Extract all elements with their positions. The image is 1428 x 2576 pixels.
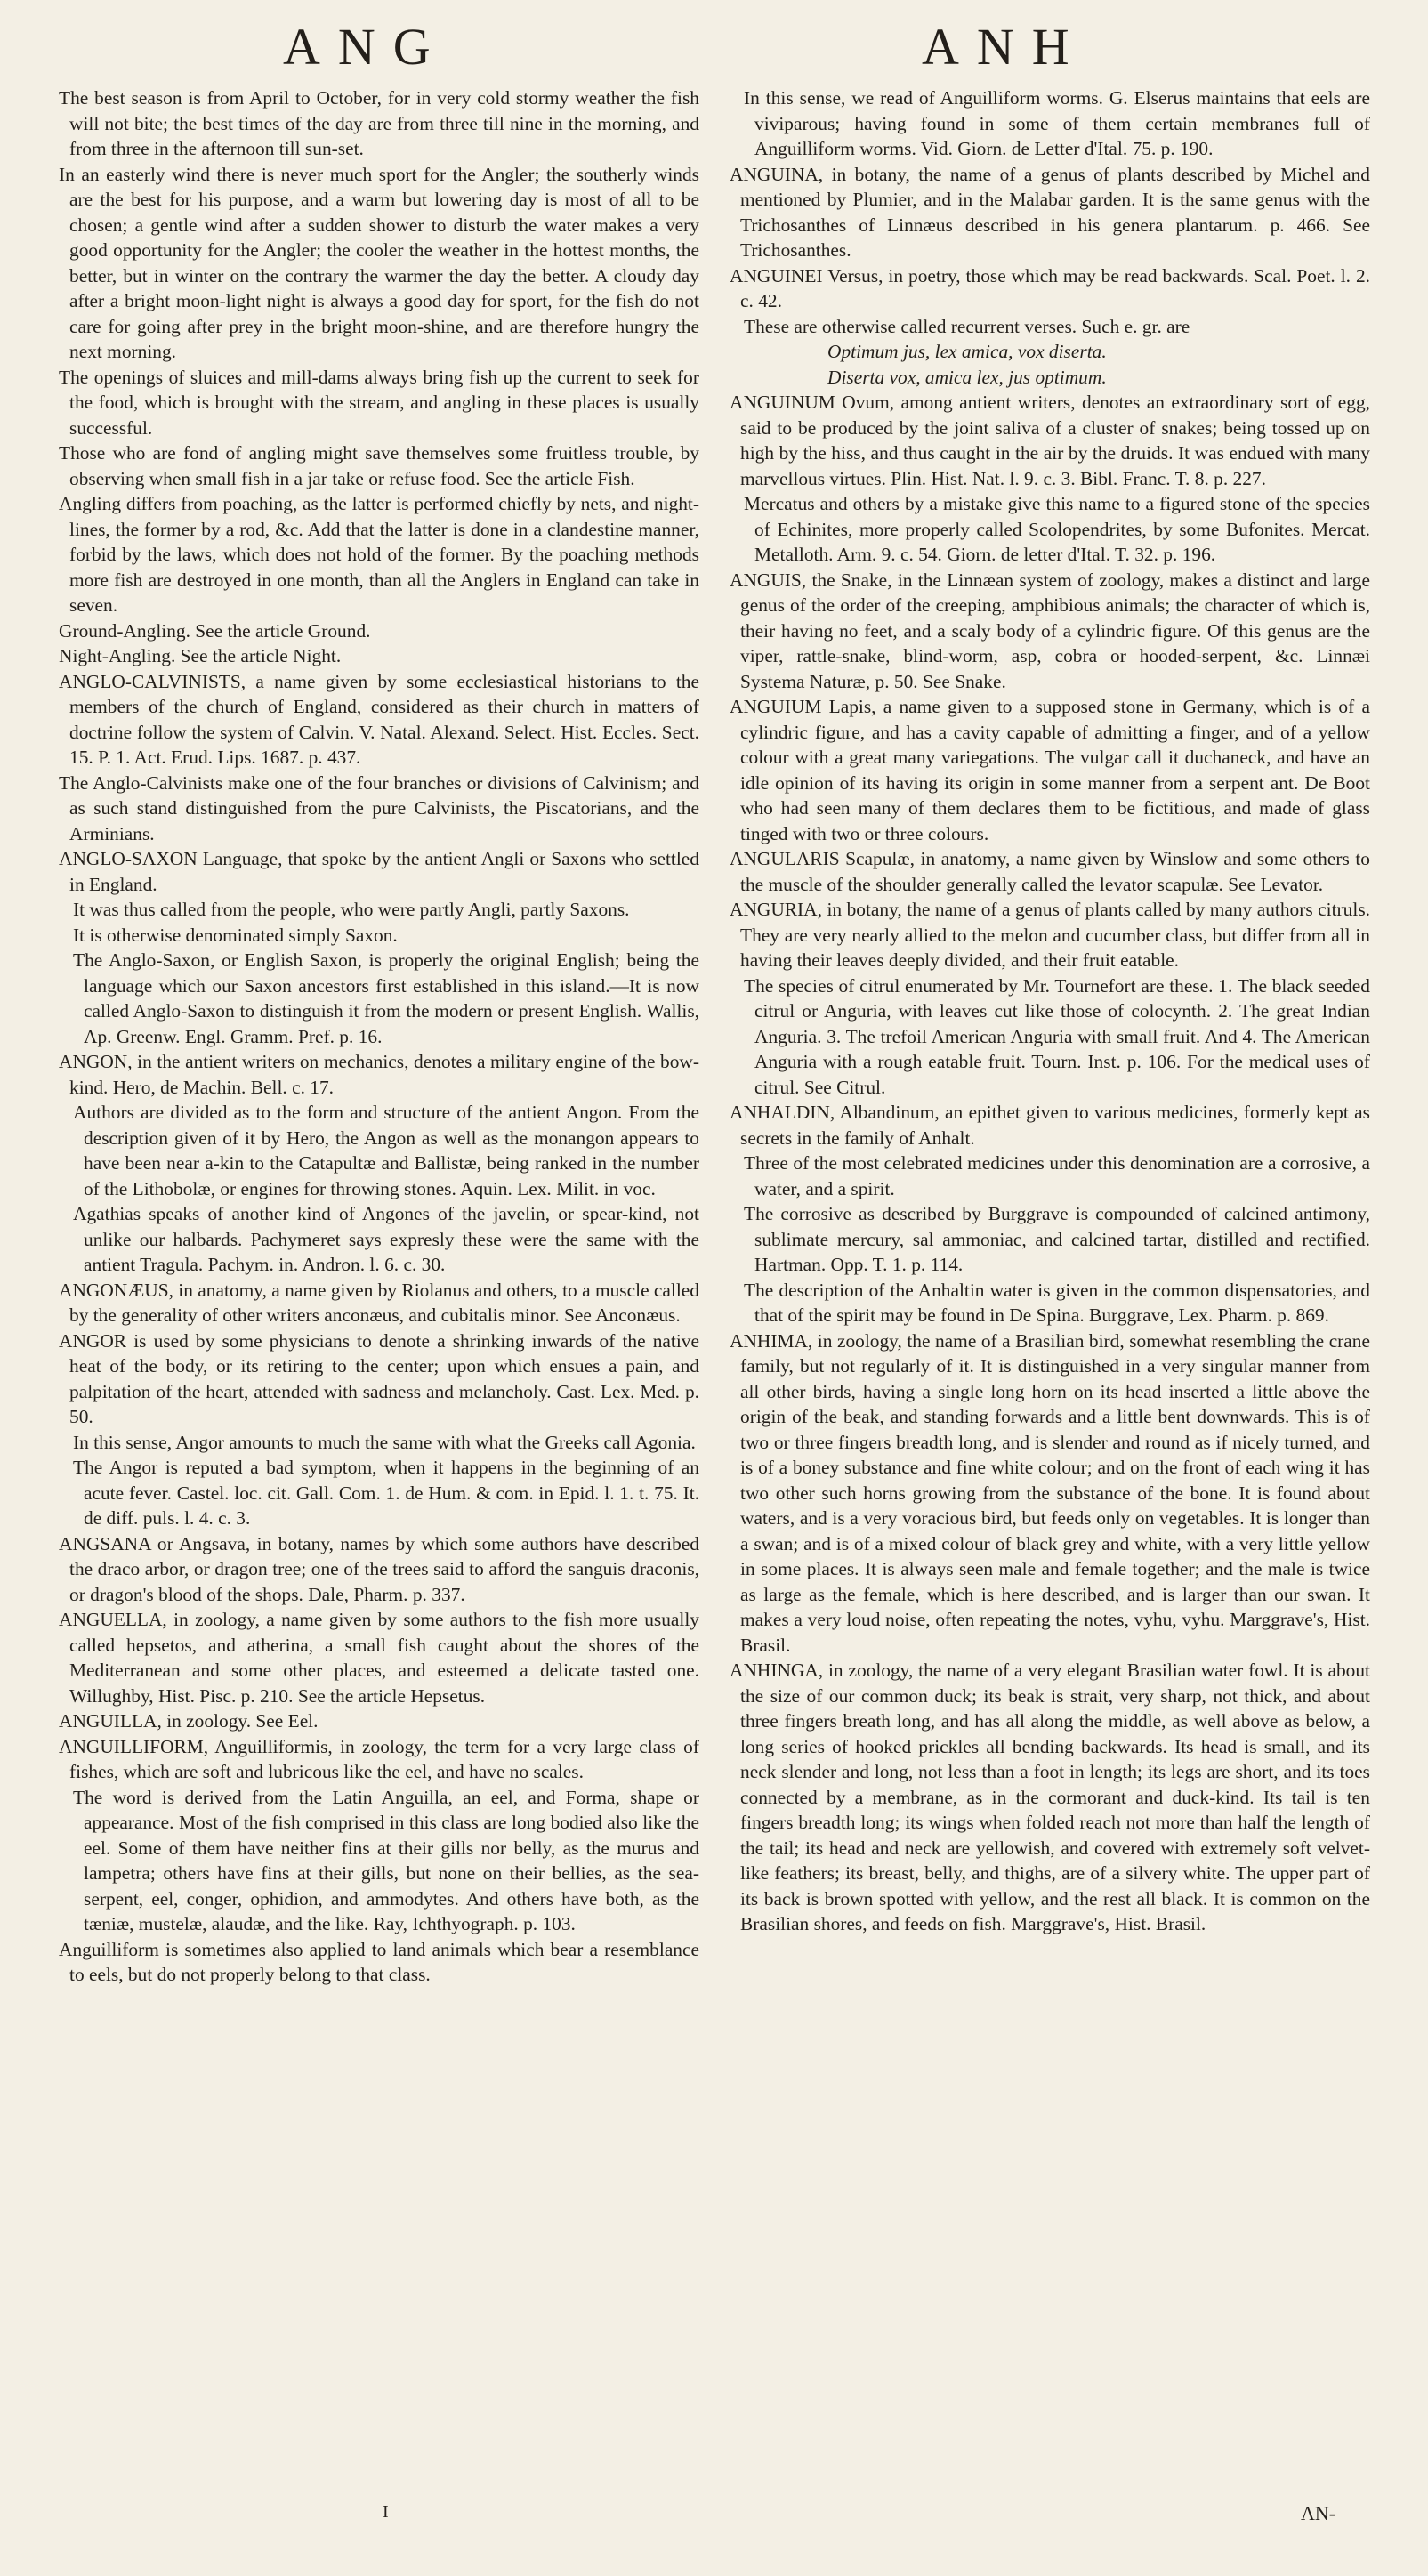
left-column [59,85,699,1988]
entry-paragraph: ANHIMA, in zoology, the name of a Brasilian bird, somewhat resembling the crane family, but not regularly of it. It is distinguished in a very singular manner from all other birds, having a single long horn on its head inserted a little above the origin of the beak, and standing forwards and a little bent downwards. This is of two or three fingers breadth long, and is slender and round as if nicely turned, and is of a boney substance and fine white colour; and on the front of each wing it has two other such horns growing from the substance of the bone. It is found about waters, and is a very voracious bird, but feeds only on vegetables. It is longer than a swan; and is of a mixed colour of black grey and white, with a very little yellow in some places. It is always seen male and female together; and the male is twice as large as the female, which is here described, and is larger than our swan. It makes a very loud noise, often repeating the notes, vyhu, vyhu. Marggrave's, Hist. Brasil. [730,1329,1370,1656]
entry-paragraph: It is otherwise denominated simply Saxon. [73,924,398,946]
entry-paragraph: ANGURIA, in botany, the name of a genus of plants called by many authors citruls. They are very nearly allied to the melon and cucumber class, but differ from all in having their leaves deeply divided, and their fruit eatable. [730,899,1370,971]
entry-paragraph: It was thus called from the people, who were partly Angli, partly Saxons. [73,899,630,920]
entry-paragraph: ANHINGA, in zoology, the name of a very elegant Brasilian water fowl. It is about the size of our common duck; its beak is strait, very sharp, not thick, and about three fingers breath long, and has all along the middle, as well above as below, a long series of hooked prickles all bending backwards. Its head is small, and its neck slender and long, not less than a foot in length; its legs are short, and its toes connected by a membrane, as in the cormorant and duck-kind. Its tail is ten fingers breadth long; its wings when folded reach not more than half the length of the tail; its head and neck are yellowish, and covered with extremely soft velvet-like feathers; its breast, belly, and thighs, are of a silvery white. The upper part of its back is brown spotted with yellow, and the rest all black. It is common on the Brasilian shores, and feeds on fish. Marggrave's, Hist. Brasil. [730,1659,1370,1934]
entry-paragraph: ANHALDIN, Albandinum, an epithet given to various medicines, formerly kept as secrets in the family of Anhalt. [730,1102,1370,1149]
entry-paragraph: ANGUINEI Versus, in poetry, those which may be read backwards. Scal. Poet. l. 2. c. 42. [730,264,1370,311]
entry-paragraph: ANGULARIS Scapulæ, in anatomy, a name given by Winslow and some others to the muscle of the shoulder generally called the levator scapulæ. See Levator. [730,848,1370,895]
entry-paragraph: ANGLO-CALVINISTS, a name given by some ecclesiastical historians to the members of the church of England, considered as their church in matters of doctrine follow the system of Calvin. V. Natal. Alexand. Select. Hist. Eccles. Sect. 15. P. 1. Act. Erud. Lips. 1687. p. 437. [59,670,699,768]
entry-paragraph: ANGUILLIFORM, Anguilliformis, in zoology, the term for a very large class of fishes, which are soft and lubricous like the eel, and have no scales. [59,1735,699,1782]
entry-paragraph: The Anglo-Saxon, or English Saxon, is properly the original English; being the language which our Saxon ancestors first established in this island.—It is now called Anglo-Saxon to distinguish it from the modern or present English. Wallis, Ap. Greenw. Engl. Gramm. Pref. p. 16. [73,949,699,1047]
entry-paragraph: Angling differs from poaching, as the latter is performed chiefly by nets, and night-lines, the former by a rod, &c. Add that the latter is done in a clandestine manner, forbid by the laws, which does not hold of the former. By the poaching methods more fish are destroyed in one month, than all the Anglers in England can take in seven. [59,493,699,616]
entry-paragraph: The word is derived from the Latin Anguilla, an eel, and Forma, shape or appearance. Most of the fish comprised in this class are long bodied also like the eel. Some of them have neither fins at their gills nor belly, as the murus and lampetra; others have fins at their gills, but none on their bellies, as the sea-serpent, eel, conger, ophidion, and ammodytes. And others have both, as the tæniæ, mustelæ, alaudæ, and the like. Ray, Ichthyograph. p. 103. [73,1786,699,1934]
entry-paragraph: In this sense, Angor amounts to much the same with what the Greeks call Agonia. [73,1431,696,1453]
entry-paragraph: Ground-Angling. See the article Ground. [59,619,371,642]
entry-paragraph: The Anglo-Calvinists make one of the four branches or divisions of Calvinism; and as such stand distinguished from the pure Calvinists, the Piscatorians, and the Arminians. [59,771,699,844]
entry-paragraph: The Angor is reputed a bad symptom, when it happens in the beginning of an acute fever. Castel. loc. cit. Gall. Com. 1. de Hum. & com. in Epid. l. 1. t. 75. It. de diff. puls. l. 4. c. 3. [73,1457,699,1529]
entry-paragraph: Anguilliform is sometimes also applied to land animals which bear a resemblance to eels, but do not properly belong to that class. [59,1938,699,1985]
entry-paragraph: Mercatus and others by a mistake give this name to a figured stone of the species of Echinites, more properly called Scolopendrites, by some Bufonites. Mercat. Metalloth. Arm. 9. c. 54. Giorn. de letter d'Ital. T. 32. p. 196. [744,493,1370,565]
entry-paragraph: ANGSANA or Angsava, in botany, names by which some authors have described the draco arbor, or dragon tree; one of the trees said to afford the sanguis draconis, or dragon's blood of the shops. Dale, Pharm. p. 337. [59,1532,699,1605]
signature-mark: I [383,2502,389,2522]
entry-paragraph: ANGUIS, the Snake, in the Linnæan system of zoology, makes a distinct and large genus of the order of the creeping, amphibious animals; the character of which is, their having no feet, and a scaly body of a cylindric figure. Of this genus are the viper, rattle-snake, blind-worm, asp, cobra or hooded-serpent, &c. Linnæi Systema Naturæ, p. 50. See Snake. [730,569,1370,692]
entry-paragraph: The openings of sluices and mill-dams always bring fish up the current to seek for the food, which is brought with the stream, and angling in these places is usually successful. [59,366,699,439]
entry-paragraph: ANGON, in the antient writers on mechanics, denotes a military engine of the bow-kind. Hero, de Machin. Bell. c. 17. [59,1051,699,1098]
entry-paragraph: These are otherwise called recurrent verses. Such e. gr. are [744,315,1190,337]
catchword: AN- [1301,2502,1336,2524]
entry-paragraph: ANGUINA, in botany, the name of a genus of plants described by Michel and mentioned by Plumier, and in the Malabar garden. It is the same genus with the Trichosanthes of Linnæus described in his genera plantarum. p. 466. See Trichosanthes. [730,163,1370,261]
entry-paragraph: The best season is from April to October, for in very cold stormy weather the fish will not bite; the best times of the day are from three till nine in the morning, and from three in the afternoon till sun-set. [59,87,699,159]
entry-paragraph: ANGONÆUS, in anatomy, a name given by Riolanus and others, to a muscle called by the generality of other writers anconæus, and cubitalis minor. See Anconæus. [59,1279,699,1326]
entry-paragraph: Authors are divided as to the form and structure of the antient Angon. From the description given of it by Hero, the Angon as well as the monangon appears to have been near a-kin to the Catapultæ and Ballistæ, being ranked in the number of the Lithobolæ, or engines for throwing stones. Aquin. Lex. Milit. in voc. [73,1102,699,1199]
entry-paragraph: ANGUINUM Ovum, among antient writers, denotes an extraordinary sort of egg, said to be produced by the joint saliva of a cluster of snakes; being tossed up on high by the hiss, and thus caught in the air by the druids. It was endued with many marvellous virtues. Plin. Hist. Nat. l. 9. c. 3. Bibl. Franc. T. 8. p. 227. [730,392,1370,489]
entry-paragraph: ANGUILLA, in zoology. See Eel. [59,1710,319,1732]
entry-paragraph: ANGUIUM Lapis, a name given to a supposed stone in Germany, which is of a cylindric figure, and has a cavity capable of admitting a finger, and of a yellow colour with a great many variegations. The vulgar call it duchaneck, and have an idle opinion of its having its origin in some manner from a serpent ant. De Boot who had seen many of them declares them to be fictitious, and made of glass tinged with two or three colours. [730,696,1370,844]
entry-paragraph: In an easterly wind there is never much sport for the Angler; the southerly winds are the best for his purpose, and a warm but lowering day is most of all to be chosen; a gentle wind after a sudden shower to disturb the water makes a very good opportunity for the Angler; the cooler the weather in the hottest months, the better, but in winter on the contrary the warmer the day the better. A cloudy day after a bright moon-light night is always a good day for sport, for the fish do not care for going after prey in the bright moon-shine, and are therefore hungry the next morning. [59,163,699,362]
running-head-left: ANG [283,18,448,76]
entry-paragraph: Diserta vox, amica lex, jus optimum. [827,366,1107,388]
running-head-right: ANH [922,18,1087,76]
entry-paragraph: ANGLO-SAXON Language, that spoke by the antient Angli or Saxons who settled in England. [59,848,699,895]
entry-paragraph: ANGUELLA, in zoology, a name given by some authors to the fish more usually called hepsetos, and atherina, a small fish caught about the shores of the Mediterranean and some other places, and esteemed a delicate tasted one. Willughby, Hist. Pisc. p. 210. See the article Hepsetus. [59,1609,699,1707]
entry-paragraph: In this sense, we read of Anguilliform worms. G. Elserus maintains that eels are viviparous; having found in some of them certain membranes full of Anguilliform worms. Vid. Giorn. de Letter d'Ital. 75. p. 190. [744,87,1370,159]
right-column [730,85,1370,1937]
entry-paragraph: The species of citrul enumerated by Mr. Tournefort are these. 1. The black seeded citrul or Anguria, with leaves cut like those of colocynth. 2. The great Indian Anguria. 3. The trefoil American Anguria with small fruit. And 4. The American Anguria with a rough eatable fruit. Tourn. Inst. p. 106. For the medical uses of citrul. See Citrul. [744,974,1370,1098]
entry-paragraph: Agathias speaks of another kind of Angones of the javelin, or spear-kind, not unlike our halbards. Pachymeret says expresly these were the same with the antient Tragula. Pachym. in. Andron. l. 6. c. 30. [73,1203,699,1275]
entry-paragraph: Night-Angling. See the article Night. [59,645,342,666]
entry-paragraph: ANGOR is used by some physicians to denote a shrinking inwards of the native heat of the body, or its retiring to the center; upon which ensues a pain, and palpitation of the heart, attended with sadness and melancholy. Cast. Lex. Med. p. 50. [59,1329,699,1427]
entry-paragraph: The corrosive as described by Burggrave is compounded of calcined antimony, sublimate mercury, sal ammoniac, and calcined tartar, distilled and rectified. Hartman. Opp. T. 1. p. 114. [744,1203,1370,1275]
entry-paragraph: The description of the Anhaltin water is given in the common dispensatories, and that of the spirit may be found in De Spina. Burggrave, Lex. Pharm. p. 869. [744,1279,1370,1326]
entry-paragraph: Three of the most celebrated medicines under this denomination are a corrosive, a water, and a spirit. [744,1152,1370,1199]
entry-paragraph: Those who are fond of angling might save themselves some fruitless trouble, by observing when small fish in a jar take or refuse food. See the article Fish. [59,442,699,489]
entry-paragraph: Optimum jus, lex amica, vox diserta. [827,341,1107,362]
